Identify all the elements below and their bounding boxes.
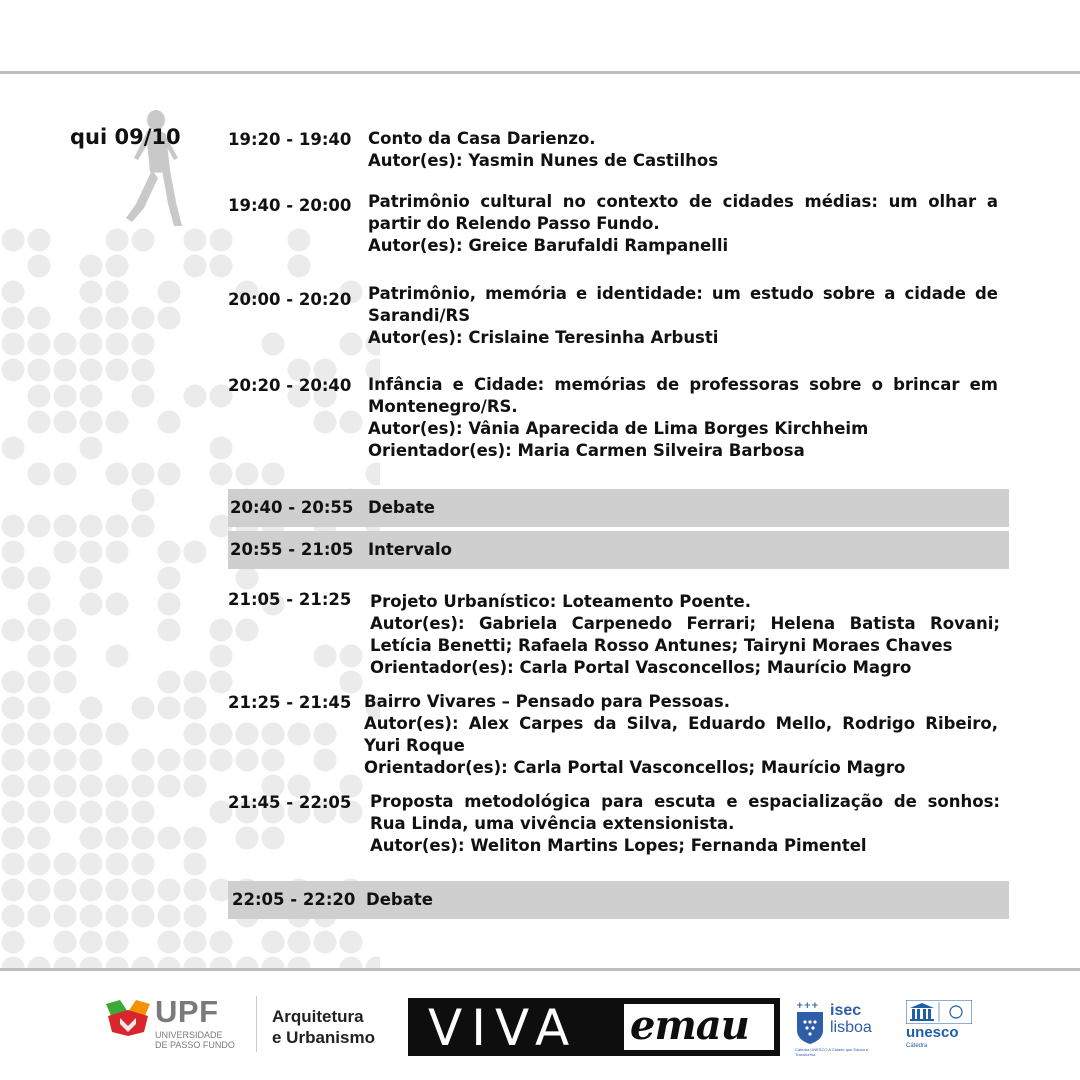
background-dot bbox=[106, 255, 129, 278]
upf-logo-icon bbox=[104, 998, 152, 1036]
background-dot bbox=[28, 515, 51, 538]
background-dot bbox=[28, 333, 51, 356]
background-dot bbox=[2, 801, 25, 824]
background-dot bbox=[366, 463, 381, 486]
background-dot bbox=[184, 879, 207, 902]
background-dot bbox=[28, 749, 51, 772]
background-dot bbox=[54, 879, 77, 902]
entry-title: Patrimônio, memória e identidade: um estudo sobre a cidade de Sarandi/RS bbox=[368, 284, 998, 325]
background-dot bbox=[28, 307, 51, 330]
background-dot bbox=[132, 749, 155, 772]
band-label: Intervalo bbox=[368, 540, 452, 559]
background-dot bbox=[54, 463, 77, 486]
footer-separator bbox=[256, 996, 257, 1052]
background-dot bbox=[314, 931, 337, 954]
background-dot bbox=[236, 567, 259, 590]
background-dot bbox=[210, 229, 233, 252]
background-dot bbox=[210, 931, 233, 954]
background-dot bbox=[54, 359, 77, 382]
background-dot bbox=[2, 515, 25, 538]
background-dot bbox=[28, 697, 51, 720]
bottom-divider bbox=[0, 968, 1080, 971]
background-dot bbox=[158, 281, 181, 304]
background-dot bbox=[2, 437, 25, 460]
background-dot bbox=[80, 385, 103, 408]
entry-title: Proposta metodológica para escuta e espacialização de sonhos: Rua Linda, uma vivência extensionista. bbox=[370, 792, 1000, 833]
background-dot bbox=[80, 359, 103, 382]
background-dot bbox=[132, 905, 155, 928]
background-dot bbox=[288, 229, 311, 252]
background-dot bbox=[106, 853, 129, 876]
background-dot bbox=[158, 879, 181, 902]
background-dot bbox=[236, 619, 259, 642]
background-dot bbox=[132, 827, 155, 850]
background-dot bbox=[106, 931, 129, 954]
isec-shield-icon bbox=[795, 1000, 825, 1044]
background-dot bbox=[314, 723, 337, 746]
background-dot bbox=[54, 541, 77, 564]
background-dot bbox=[54, 723, 77, 746]
background-dot bbox=[54, 905, 77, 928]
background-dot bbox=[80, 281, 103, 304]
background-dot bbox=[210, 437, 233, 460]
background-dot bbox=[54, 801, 77, 824]
background-dot bbox=[262, 749, 285, 772]
background-dot bbox=[106, 905, 129, 928]
background-dot bbox=[340, 645, 363, 668]
background-dot bbox=[210, 619, 233, 642]
background-dot bbox=[340, 333, 363, 356]
background-dot bbox=[106, 411, 129, 434]
background-dot bbox=[80, 853, 103, 876]
background-dot bbox=[132, 697, 155, 720]
background-dot bbox=[184, 905, 207, 928]
background-dot bbox=[2, 333, 25, 356]
entry-authors: Autor(es): Greice Barufaldi Rampanelli bbox=[368, 236, 729, 255]
upf-subtitle bbox=[155, 1030, 235, 1050]
background-dot bbox=[288, 723, 311, 746]
background-dot bbox=[262, 723, 285, 746]
entry-time: 20:20 - 20:40 bbox=[228, 376, 352, 395]
background-dot bbox=[184, 931, 207, 954]
background-dot bbox=[158, 931, 181, 954]
background-dot bbox=[2, 541, 25, 564]
background-dot bbox=[158, 463, 181, 486]
entry-title: Conto da Casa Darienzo. bbox=[368, 129, 596, 148]
background-dot bbox=[132, 463, 155, 486]
entry-advisors: Orientador(es): Carla Portal Vasconcellos; Maurício Magro bbox=[364, 758, 906, 777]
entry-body bbox=[368, 191, 998, 257]
entry-time: 21:05 - 21:25 bbox=[228, 590, 352, 609]
background-dot bbox=[28, 593, 51, 616]
background-dot bbox=[184, 749, 207, 772]
break-band bbox=[228, 531, 1009, 569]
entry-authors: Autor(es): Gabriela Carpenedo Ferrari; Helena Batista Rovani; Letícia Benetti; Rafaela Rosso Antunes; Tairyni Moraes Chaves bbox=[370, 614, 1000, 655]
background-dot bbox=[288, 255, 311, 278]
background-dot bbox=[184, 775, 207, 798]
background-dot bbox=[80, 801, 103, 824]
background-dot bbox=[80, 515, 103, 538]
background-dot bbox=[2, 619, 25, 642]
background-dot bbox=[340, 411, 363, 434]
background-dot bbox=[158, 411, 181, 434]
unesco-temple-icon bbox=[906, 1000, 972, 1024]
background-dot bbox=[210, 645, 233, 668]
emau-wordmark: emau bbox=[630, 1002, 749, 1049]
background-dot bbox=[132, 801, 155, 824]
background-dot bbox=[54, 931, 77, 954]
background-dot bbox=[2, 671, 25, 694]
background-dot bbox=[28, 853, 51, 876]
background-dot bbox=[28, 879, 51, 902]
background-dot bbox=[158, 827, 181, 850]
background-dot bbox=[28, 827, 51, 850]
background-dot bbox=[28, 255, 51, 278]
background-dot bbox=[2, 827, 25, 850]
background-dot bbox=[184, 827, 207, 850]
background-dot bbox=[106, 645, 129, 668]
background-dot bbox=[184, 541, 207, 564]
background-dot bbox=[28, 619, 51, 642]
top-divider bbox=[0, 71, 1080, 74]
background-dot bbox=[210, 671, 233, 694]
background-dot bbox=[106, 541, 129, 564]
background-dot bbox=[80, 567, 103, 590]
upf-sub-line: UNIVERSIDADE bbox=[155, 1030, 223, 1040]
entry-authors: Autor(es): Yasmin Nunes de Castilhos bbox=[368, 151, 719, 170]
background-dot bbox=[106, 723, 129, 746]
background-dot bbox=[158, 593, 181, 616]
background-dot bbox=[80, 255, 103, 278]
svg-text:+++: +++ bbox=[796, 1001, 819, 1011]
entry-body bbox=[368, 283, 998, 349]
background-dot bbox=[158, 905, 181, 928]
background-dot bbox=[80, 411, 103, 434]
background-dot bbox=[184, 671, 207, 694]
background-dot bbox=[54, 749, 77, 772]
background-dot bbox=[210, 749, 233, 772]
background-dot bbox=[132, 333, 155, 356]
entry-advisors: Orientador(es): Maria Carmen Silveira Barbosa bbox=[368, 441, 805, 460]
break-band bbox=[228, 489, 1009, 527]
background-dot bbox=[106, 593, 129, 616]
background-dot bbox=[262, 827, 285, 850]
background-dot bbox=[2, 229, 25, 252]
background-dot bbox=[28, 385, 51, 408]
background-dot bbox=[340, 931, 363, 954]
entry-title: Bairro Vivares – Pensado para Pessoas. bbox=[364, 692, 730, 711]
background-dot bbox=[262, 333, 285, 356]
background-dot bbox=[28, 359, 51, 382]
isec-line: isec bbox=[830, 1002, 862, 1019]
background-dot bbox=[28, 463, 51, 486]
day-label: qui 09/10 bbox=[70, 125, 181, 149]
background-dot bbox=[158, 307, 181, 330]
background-dot bbox=[106, 879, 129, 902]
entry-title: Infância e Cidade: memórias de professoras sobre o brincar em Montenegro/RS. bbox=[368, 375, 998, 416]
background-dot bbox=[54, 853, 77, 876]
background-dot bbox=[2, 775, 25, 798]
background-dot bbox=[132, 385, 155, 408]
course-line: e Urbanismo bbox=[272, 1028, 375, 1047]
entry-title: Projeto Urbanístico: Loteamento Poente. bbox=[370, 592, 751, 611]
background-dot bbox=[210, 463, 233, 486]
background-dot bbox=[80, 775, 103, 798]
background-dot bbox=[28, 645, 51, 668]
entry-time: 21:45 - 22:05 bbox=[228, 793, 352, 812]
background-dot bbox=[80, 697, 103, 720]
background-dot bbox=[2, 853, 25, 876]
background-dot bbox=[80, 749, 103, 772]
background-dot bbox=[28, 671, 51, 694]
background-dot bbox=[106, 307, 129, 330]
background-dot bbox=[2, 905, 25, 928]
entry-body bbox=[364, 691, 998, 779]
background-dot bbox=[28, 905, 51, 928]
background-dot bbox=[314, 645, 337, 668]
background-dot bbox=[28, 567, 51, 590]
background-dot bbox=[106, 463, 129, 486]
background-dot bbox=[54, 333, 77, 356]
entry-time: 21:25 - 21:45 bbox=[228, 693, 352, 712]
background-dot bbox=[132, 307, 155, 330]
background-dot bbox=[210, 723, 233, 746]
band-label: Debate bbox=[366, 890, 433, 909]
viva-emau-logo bbox=[408, 998, 780, 1056]
background-dot bbox=[132, 489, 155, 512]
upf-sub-line: DE PASSO FUNDO bbox=[155, 1040, 235, 1050]
course-line: Arquitetura bbox=[272, 1007, 364, 1026]
background-dot bbox=[106, 775, 129, 798]
background-dot bbox=[54, 645, 77, 668]
isec-wordmark bbox=[830, 1002, 872, 1036]
background-dot bbox=[106, 801, 129, 824]
entry-authors: Autor(es): Crislaine Teresinha Arbusti bbox=[368, 328, 719, 347]
background-dot bbox=[106, 333, 129, 356]
background-dot bbox=[106, 281, 129, 304]
background-dot bbox=[158, 749, 181, 772]
band-time: 20:40 - 20:55 bbox=[230, 498, 354, 517]
background-dot bbox=[54, 515, 77, 538]
background-dot bbox=[54, 775, 77, 798]
background-dot bbox=[28, 411, 51, 434]
background-dot bbox=[288, 931, 311, 954]
background-dot bbox=[28, 723, 51, 746]
background-dot bbox=[2, 307, 25, 330]
background-dot bbox=[184, 697, 207, 720]
background-dot bbox=[132, 775, 155, 798]
background-dot bbox=[2, 723, 25, 746]
background-dot bbox=[2, 931, 25, 954]
background-dot bbox=[2, 879, 25, 902]
background-dot bbox=[54, 411, 77, 434]
entry-advisors: Orientador(es): Carla Portal Vasconcellos; Maurício Magro bbox=[370, 658, 912, 677]
background-dot bbox=[80, 827, 103, 850]
background-dot bbox=[80, 931, 103, 954]
band-label: Debate bbox=[368, 498, 435, 517]
background-dot bbox=[2, 749, 25, 772]
background-dot bbox=[80, 905, 103, 928]
background-dot bbox=[2, 359, 25, 382]
background-dot bbox=[236, 463, 259, 486]
entry-body bbox=[370, 591, 1000, 679]
background-dot bbox=[236, 827, 259, 850]
emau-box bbox=[624, 1004, 774, 1050]
entry-time: 19:20 - 19:40 bbox=[228, 130, 352, 149]
background-dot bbox=[132, 359, 155, 382]
isec-caption: Cátedra UNESCO A Cidade que Educa e Transforma bbox=[795, 1047, 869, 1057]
entry-body bbox=[368, 374, 998, 462]
background-dot bbox=[158, 671, 181, 694]
unesco-caption: Cátedra bbox=[906, 1043, 928, 1049]
background-dot bbox=[158, 567, 181, 590]
background-dot bbox=[184, 853, 207, 876]
background-dot bbox=[28, 801, 51, 824]
entry-title: Patrimônio cultural no contexto de cidades médias: um olhar a partir do Relendo Passo Fundo. bbox=[368, 192, 998, 233]
footer-logos bbox=[0, 990, 1080, 1060]
background-dot bbox=[314, 411, 337, 434]
entry-time: 19:40 - 20:00 bbox=[228, 196, 352, 215]
background-dot bbox=[158, 697, 181, 720]
background-dot bbox=[106, 359, 129, 382]
background-dot bbox=[132, 879, 155, 902]
background-dot bbox=[262, 931, 285, 954]
background-dot bbox=[28, 775, 51, 798]
background-dot bbox=[132, 853, 155, 876]
background-dot bbox=[236, 723, 259, 746]
isec-line: lisboa bbox=[830, 1019, 872, 1036]
unesco-wordmark: unesco bbox=[906, 1024, 959, 1041]
background-dot bbox=[106, 515, 129, 538]
background-dot bbox=[158, 541, 181, 564]
background-dot bbox=[80, 593, 103, 616]
entry-authors: Autor(es): Alex Carpes da Silva, Eduardo Mello, Rodrigo Ribeiro, Yuri Roque bbox=[364, 714, 998, 755]
background-dot bbox=[132, 515, 155, 538]
background-dot bbox=[158, 619, 181, 642]
background-dot bbox=[236, 749, 259, 772]
background-dot bbox=[54, 671, 77, 694]
background-dot bbox=[28, 229, 51, 252]
entry-body bbox=[368, 128, 998, 172]
background-dot bbox=[2, 567, 25, 590]
entry-body bbox=[370, 791, 1000, 857]
background-dot bbox=[2, 281, 25, 304]
background-dot bbox=[184, 385, 207, 408]
background-dot bbox=[158, 775, 181, 798]
background-dot bbox=[106, 827, 129, 850]
break-band bbox=[228, 881, 1009, 919]
background-dot bbox=[314, 749, 337, 772]
background-dot bbox=[262, 463, 285, 486]
background-dot bbox=[80, 437, 103, 460]
course-name bbox=[272, 1006, 375, 1048]
background-dot bbox=[54, 385, 77, 408]
entry-authors: Autor(es): Weliton Martins Lopes; Fernanda Pimentel bbox=[370, 836, 867, 855]
background-dot bbox=[80, 541, 103, 564]
background-dot bbox=[80, 723, 103, 746]
background-dot bbox=[80, 879, 103, 902]
background-dot bbox=[210, 255, 233, 278]
viva-wordmark: VIVA bbox=[428, 999, 579, 1057]
upf-wordmark: UPF bbox=[155, 994, 219, 1029]
background-dot bbox=[340, 671, 363, 694]
background-dot bbox=[2, 697, 25, 720]
background-dot bbox=[80, 333, 103, 356]
background-dot bbox=[54, 619, 77, 642]
background-dot bbox=[184, 723, 207, 746]
band-time: 22:05 - 22:20 bbox=[232, 890, 356, 909]
entry-time: 20:00 - 20:20 bbox=[228, 290, 352, 309]
background-dot bbox=[184, 255, 207, 278]
band-time: 20:55 - 21:05 bbox=[230, 540, 354, 559]
entry-authors: Autor(es): Vânia Aparecida de Lima Borges Kirchheim bbox=[368, 419, 869, 438]
background-dot bbox=[80, 307, 103, 330]
